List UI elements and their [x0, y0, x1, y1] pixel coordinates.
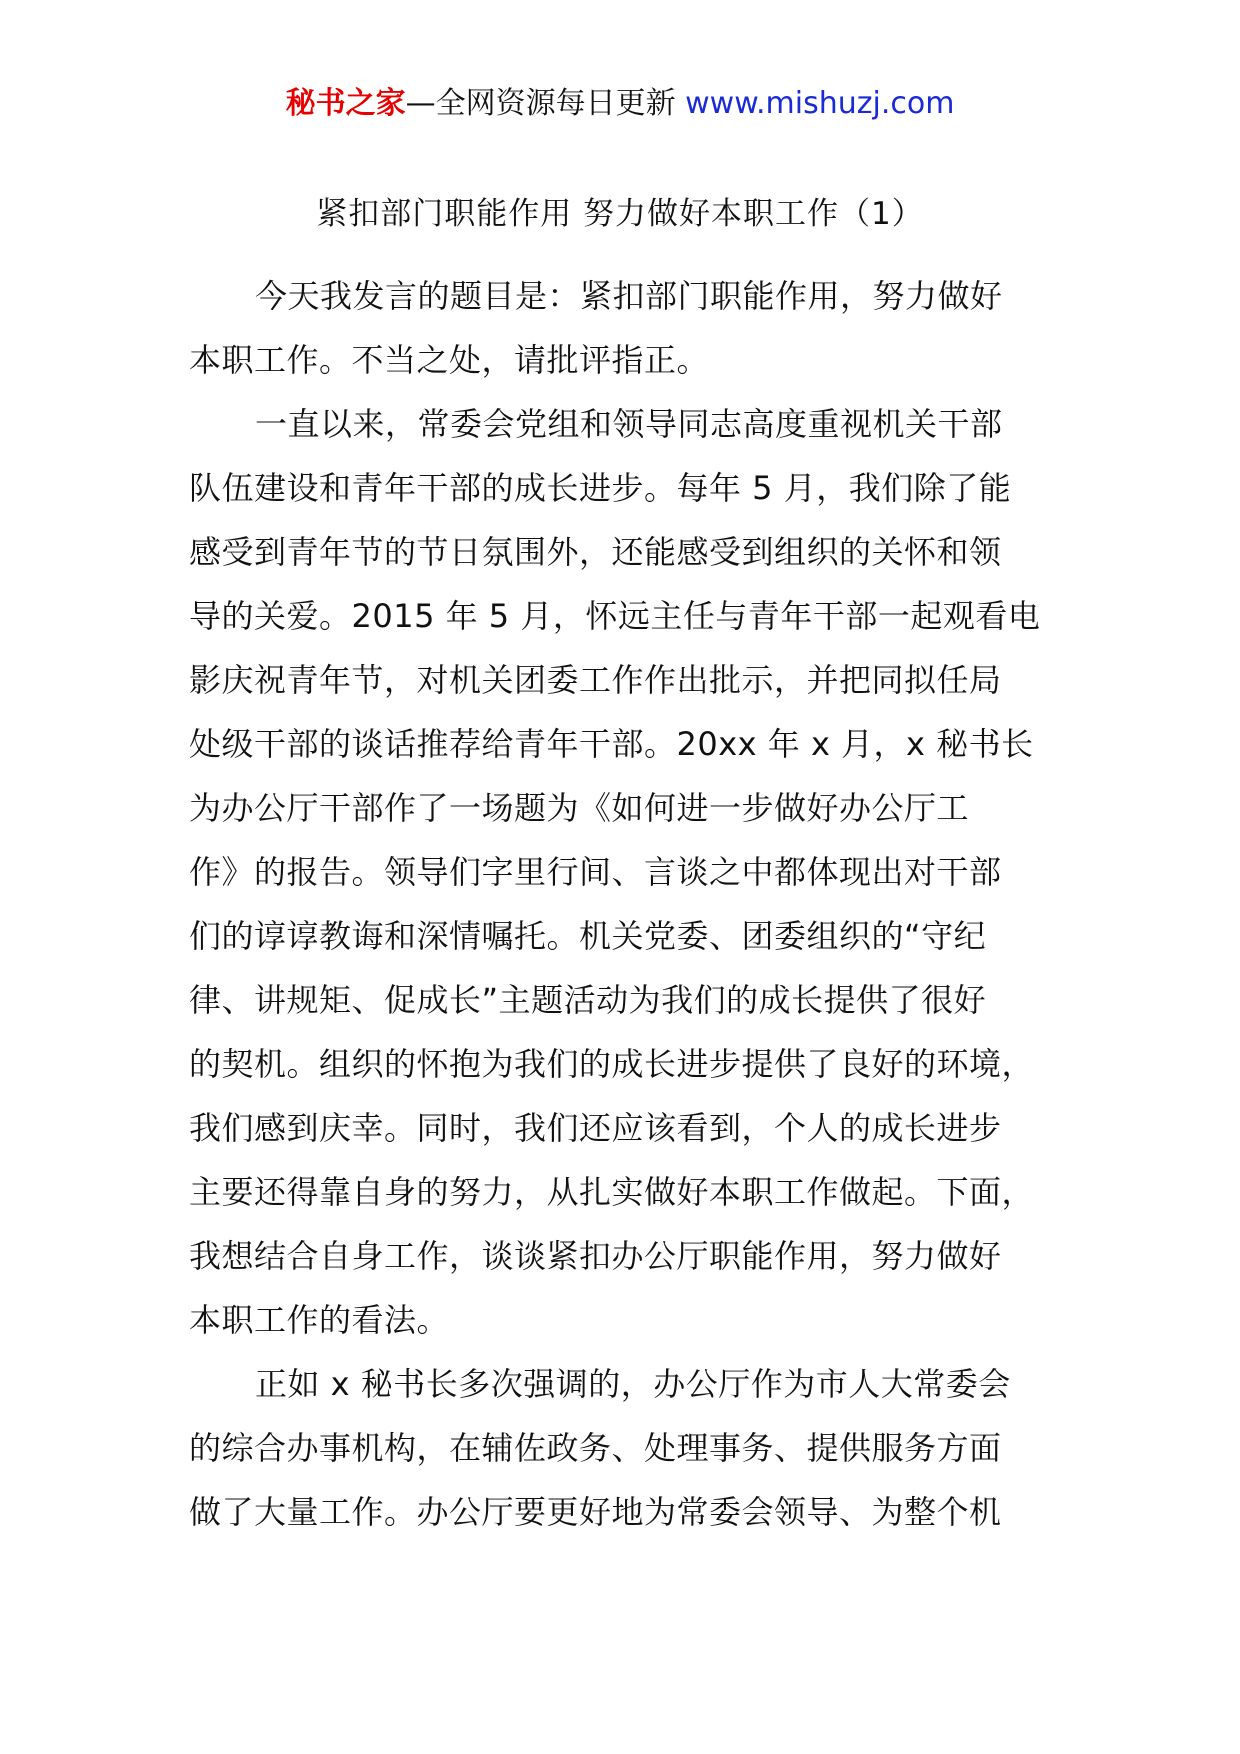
- paragraph-line: 正如 x 秘书长多次强调的，办公厅作为市人大常委会: [255, 1365, 1011, 1403]
- paragraph-line: 本职工作的看法。: [189, 1301, 450, 1339]
- site-header: [0, 84, 1240, 124]
- paragraph-line: 们的谆谆教诲和深情嘱托。机关党委、团委组织的“守纪: [189, 917, 987, 955]
- paragraph-line: 处级干部的谈话推荐给青年干部。20xx 年 x 月，x 秘书长: [189, 725, 1034, 763]
- paragraph-line: 导的关爱。2015 年 5 月，怀远主任与青年干部一起观看电: [189, 597, 1041, 635]
- paragraph-line: 我想结合自身工作，谈谈紧扣办公厅职能作用，努力做好: [189, 1237, 1002, 1275]
- paragraph-line: 律、讲规矩、促成长”主题活动为我们的成长提供了很好: [189, 981, 987, 1019]
- paragraph-line: 主要还得靠自身的努力，从扎实做好本职工作做起。下面，: [189, 1173, 1035, 1211]
- document-title: 紧扣部门职能作用 努力做好本职工作（1）: [316, 196, 924, 232]
- paragraph-line: 队伍建设和青年干部的成长进步。每年 5 月，我们除了能: [189, 469, 1012, 507]
- paragraph-line: 作》的报告。领导们字里行间、言谈之中都体现出对干部: [189, 853, 1002, 891]
- paragraph-line: 影庆祝青年节，对机关团委工作作出批示，并把同拟任局: [189, 661, 1002, 699]
- site-brand: 秘书之家: [285, 86, 406, 121]
- paragraph-line: 我们感到庆幸。同时，我们还应该看到，个人的成长进步: [189, 1109, 1002, 1147]
- document-body: [189, 264, 1059, 1544]
- paragraph-line: 的综合办事机构，在辅佐政务、处理事务、提供服务方面: [189, 1429, 1002, 1467]
- paragraph-line: 感受到青年节的节日氛围外，还能感受到组织的关怀和领: [189, 533, 1002, 571]
- paragraph-line: 今天我发言的题目是：紧扣部门职能作用，努力做好: [255, 277, 1003, 315]
- paragraph-line: 的契机。组织的怀抱为我们的成长进步提供了良好的环境，: [189, 1045, 1035, 1083]
- paragraph-line: 本职工作。不当之处，请批评指正。: [189, 341, 710, 379]
- site-tagline: —全网资源每日更新: [405, 86, 686, 121]
- paragraph-line: 为办公厅干部作了一场题为《如何进一步做好办公厅工: [189, 789, 970, 827]
- site-url-link[interactable]: www.mishuzj.com: [685, 86, 955, 121]
- paragraph-line: 一直以来，常委会党组和领导同志高度重视机关干部: [255, 405, 1003, 443]
- paragraph-line: 做了大量工作。办公厅要更好地为常委会领导、为整个机: [189, 1493, 1002, 1531]
